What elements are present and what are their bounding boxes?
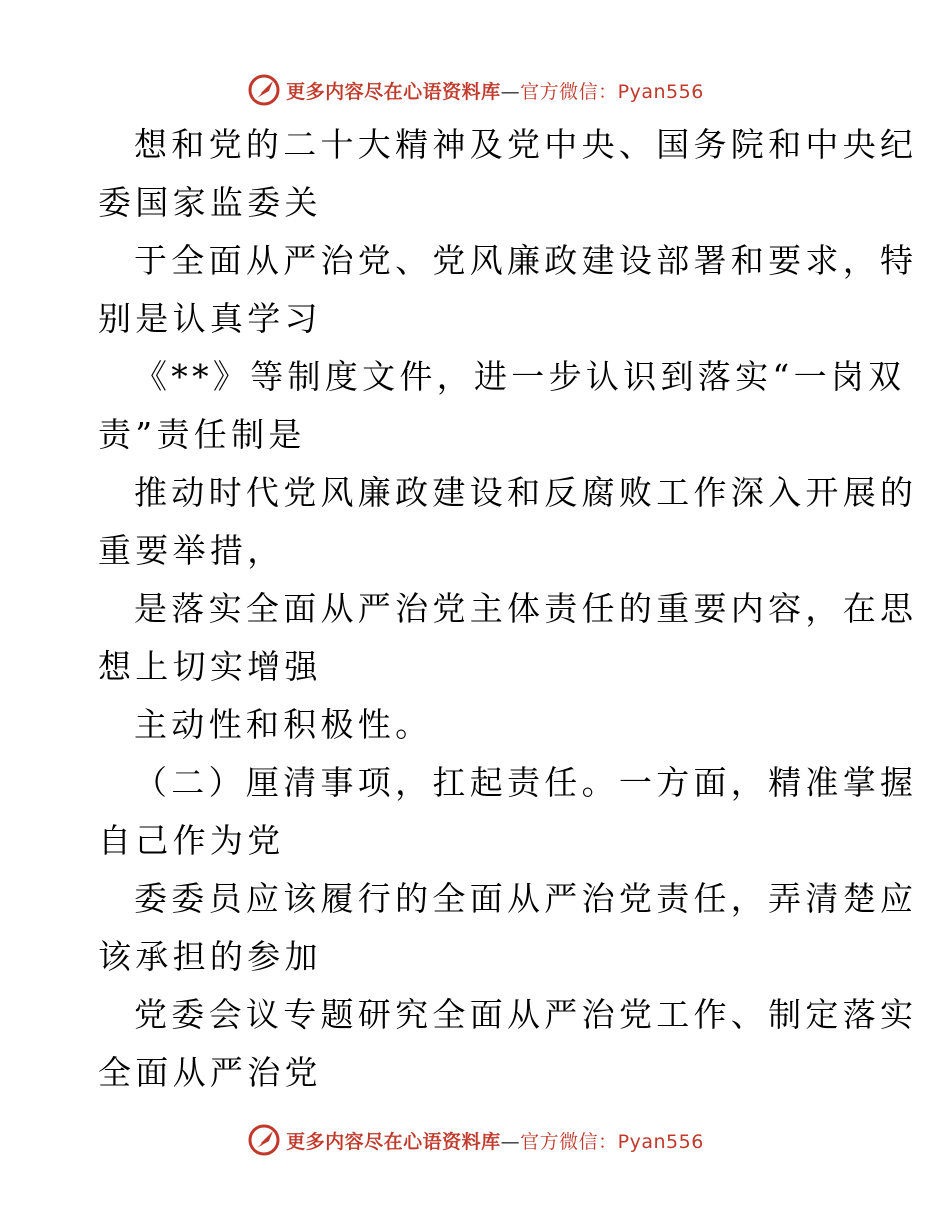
body-text-line: 是落实全面从严治党主体责任的重要内容，在思 <box>134 589 918 628</box>
header-dash: — <box>500 80 521 103</box>
body-text-line: 于全面从严治党、党风廉政建设部署和要求，特 <box>134 241 918 280</box>
document-body <box>98 116 918 1102</box>
footer-promo-text: 更多内容尽在心语资料库 <box>286 1130 501 1153</box>
body-text-line: 党委会议专题研究全面从严治党工作、制定落实 <box>134 995 918 1034</box>
body-text-line: 《**》等制度文件，进一步认识到落实“一岗双 <box>134 357 906 396</box>
header-promo-text: 更多内容尽在心语资料库 <box>286 80 501 103</box>
body-text-line: 推动时代党风廉政建设和反腐败工作深入开展的 <box>134 473 918 512</box>
body-text-line: 想和党的二十大精神及党中央、国务院和中央纪 <box>134 125 918 164</box>
quill-logo-icon <box>246 1122 282 1158</box>
body-text-line: 重要举措， <box>98 531 285 570</box>
footer-banner <box>0 1120 950 1160</box>
body-text-line: 责”责任制是 <box>98 415 306 454</box>
header-wechat-text: 官方微信：Pyan556 <box>520 80 704 103</box>
body-text-line: 想上切实增强 <box>98 647 322 686</box>
body-text-line: 全面从严治党 <box>98 1053 322 1092</box>
body-text-line: 别是认真学习 <box>98 299 322 338</box>
body-text-line: （二）厘清事项，扛起责任。一方面，精准掌握 <box>134 763 918 802</box>
footer-banner-text <box>286 1127 704 1154</box>
body-text-line: 主动性和积极性。 <box>134 705 433 744</box>
header-banner-text <box>286 77 704 104</box>
quill-logo-icon <box>246 72 282 108</box>
body-text-line: 委委员应该履行的全面从严治党责任，弄清楚应 <box>134 879 918 918</box>
body-text-line: 自己作为党 <box>98 821 285 860</box>
footer-dash: — <box>500 1130 521 1153</box>
footer-wechat-text: 官方微信：Pyan556 <box>520 1130 704 1153</box>
body-text-line: 该承担的参加 <box>98 937 322 976</box>
body-text-line: 委国家监委关 <box>98 183 322 222</box>
header-banner <box>0 70 950 110</box>
